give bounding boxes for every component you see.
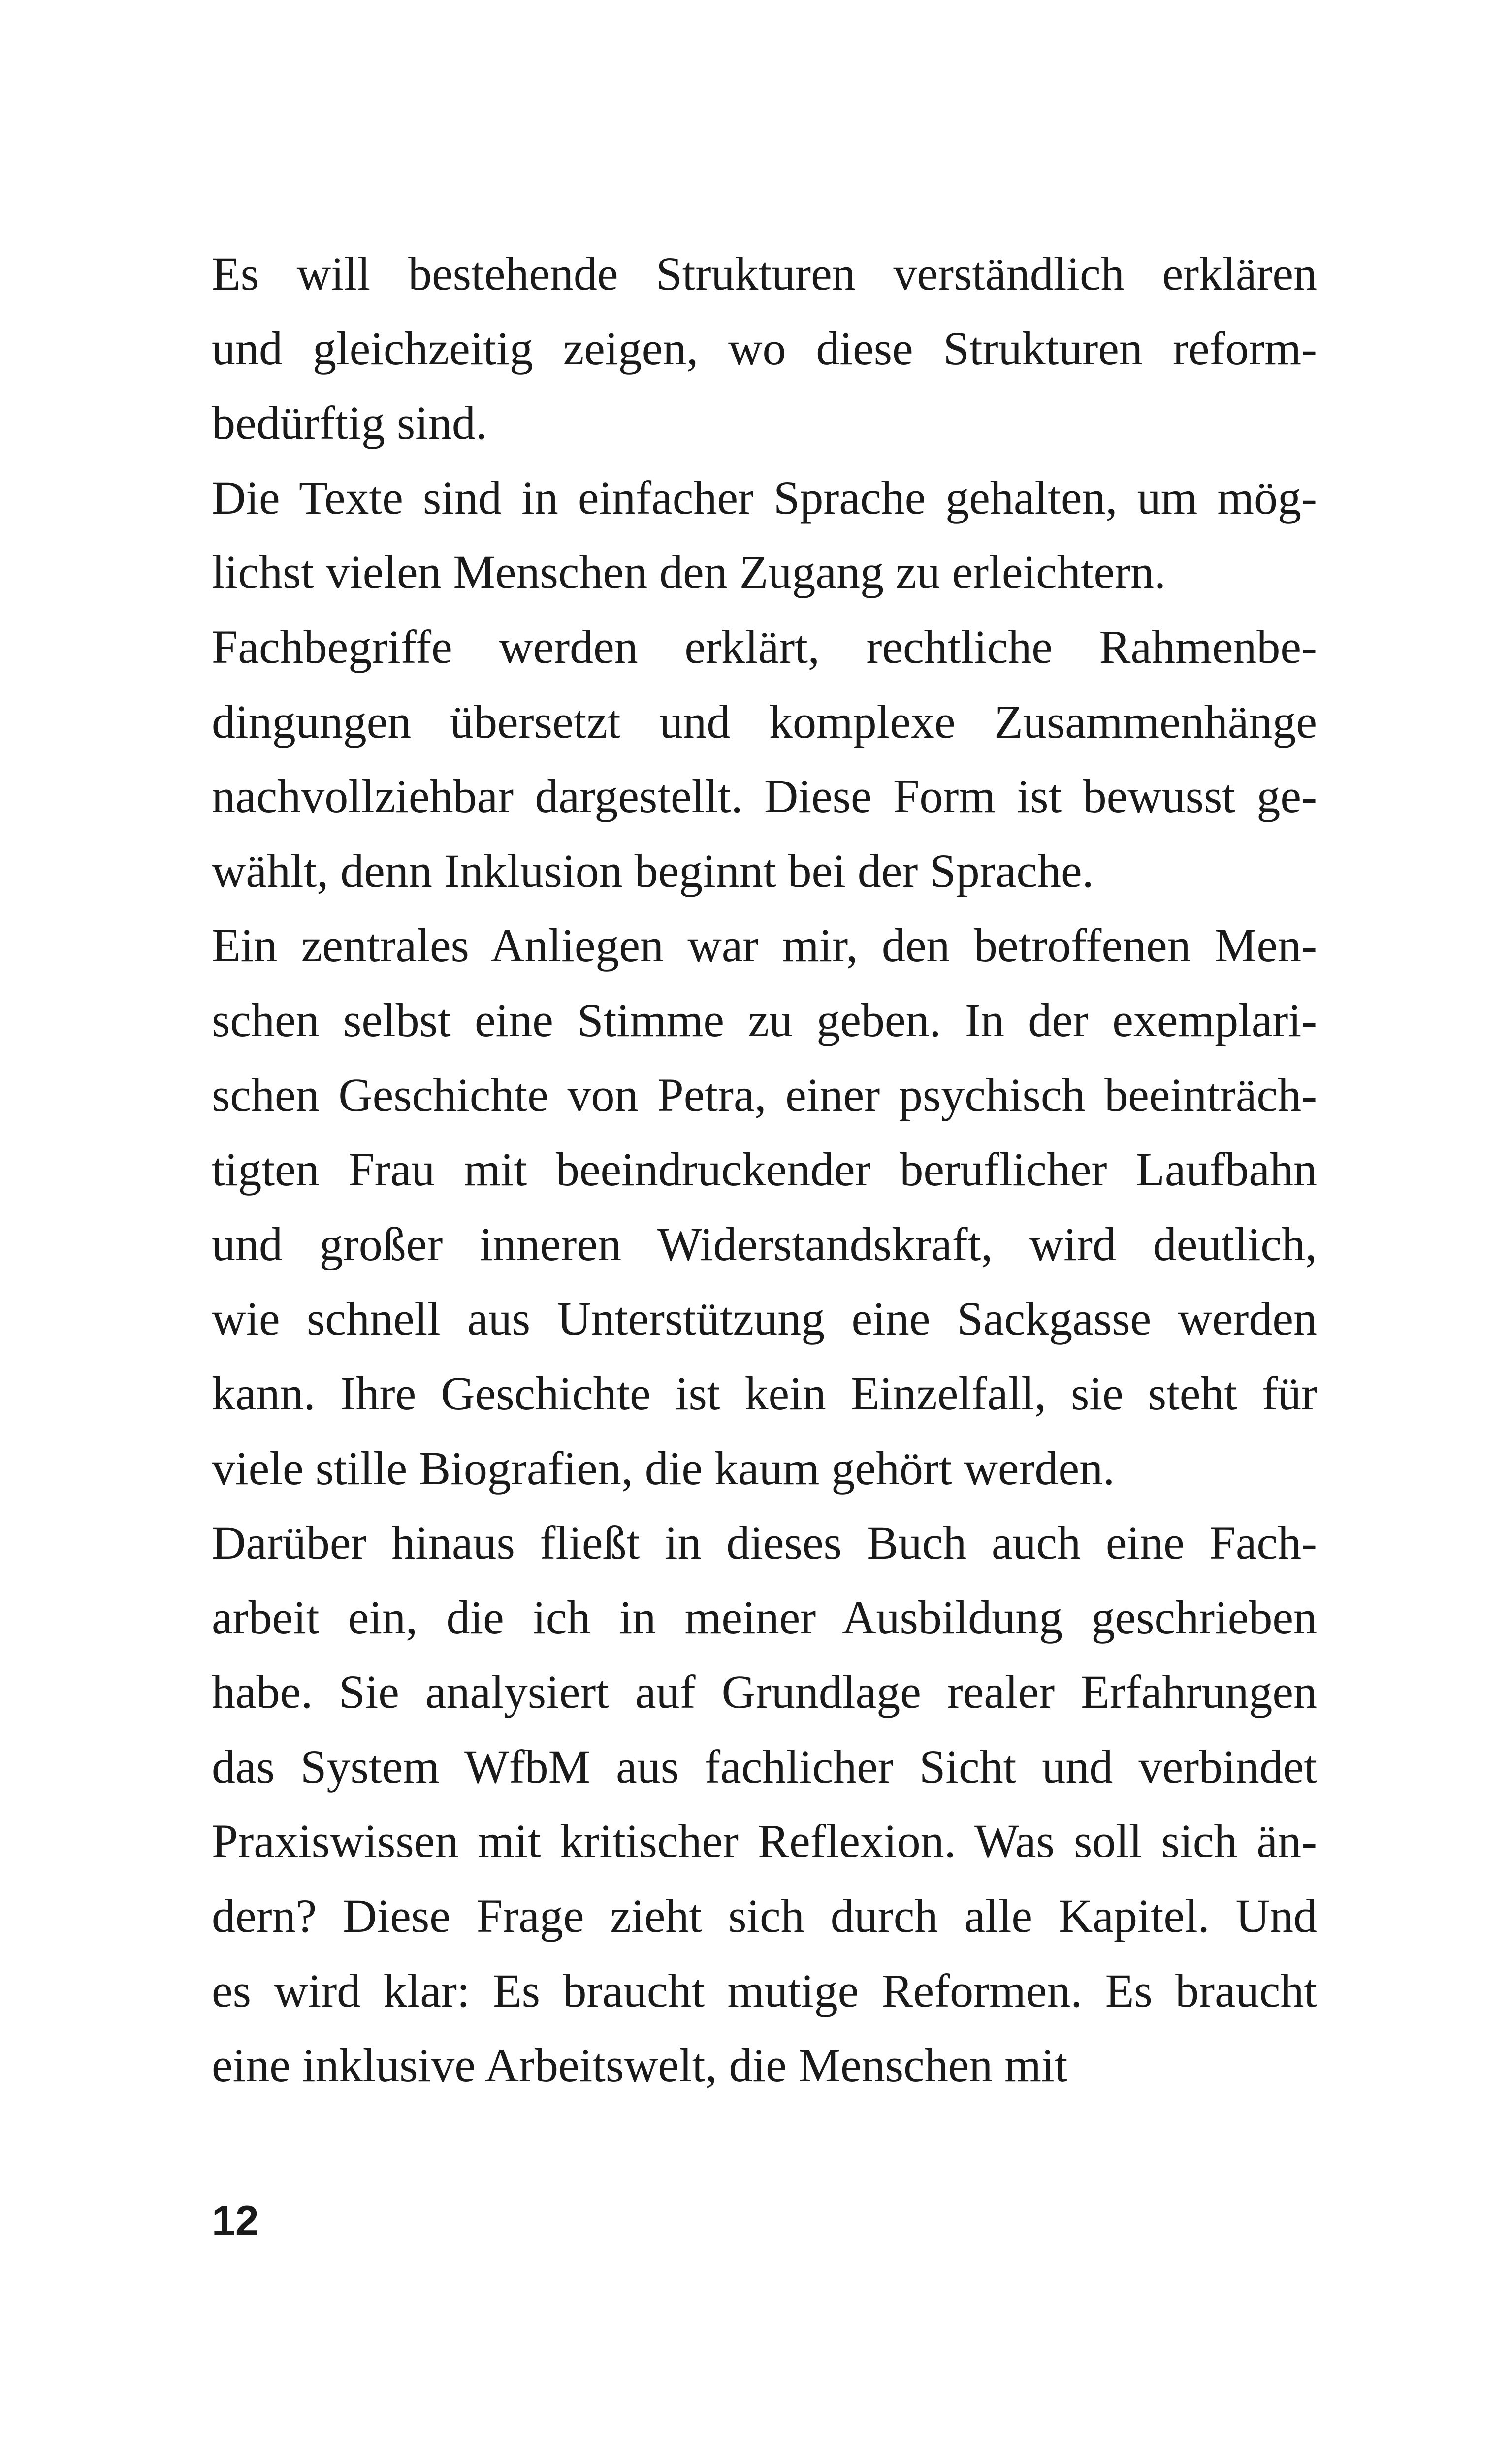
text-line: tigten Frau mit beeindruckender beruflicher Laufbahn [212, 1143, 1317, 1196]
text-line: nachvollziehbar dargestellt. Diese Form ist bewusst ge- [212, 770, 1317, 823]
text-line: Ein zentrales Anliegen war mir, den betroffenen Men- [212, 919, 1317, 972]
text-line: habe. Sie analysiert auf Grundlage realer Erfahrungen [212, 1665, 1317, 1719]
text-line: dern? Diese Frage zieht sich durch alle Kapitel. Und [212, 1889, 1317, 1943]
text-line: und gleichzeitig zeigen, wo diese Strukturen reform- [212, 322, 1317, 375]
text-line: Darüber hinaus fließt in dieses Buch auch eine Fach- [212, 1516, 1317, 1569]
text-line: arbeit ein, die ich in meiner Ausbildung geschrieben [212, 1591, 1317, 1644]
text-line: kann. Ihre Geschichte ist kein Einzelfall, sie steht für [212, 1367, 1317, 1420]
text-line: Es will bestehende Strukturen verständlich erklären [212, 247, 1317, 300]
text-line: bedürftig sind. [212, 396, 487, 450]
text-line: viele stille Biografien, die kaum gehört werden. [212, 1441, 1115, 1495]
page-number: 12 [212, 2197, 259, 2245]
text-line: dingungen übersetzt und komplexe Zusammenhänge [212, 695, 1317, 748]
text-line: schen selbst eine Stimme zu geben. In der exemplari- [212, 993, 1317, 1046]
text-line: Fachbegriffe werden erklärt, rechtliche Rahmenbe- [212, 620, 1317, 673]
text-line: und großer inneren Widerstandskraft, wird deutlich, [212, 1217, 1317, 1270]
text-line: es wird klar: Es braucht mutige Reformen. Es braucht [212, 1964, 1317, 2017]
body-text [212, 236, 1317, 2103]
text-line: das System WfbM aus fachlicher Sicht und verbindet [212, 1740, 1317, 1793]
text-line: Die Texte sind in einfacher Sprache gehalten, um mög- [212, 471, 1317, 524]
text-line: Praxiswissen mit kritischer Reflexion. Was soll sich än- [212, 1815, 1317, 1868]
text-line: wie schnell aus Unterstützung eine Sackgasse werden [212, 1292, 1317, 1345]
text-line: schen Geschichte von Petra, einer psychisch beeinträch- [212, 1068, 1317, 1121]
text-line: eine inklusive Arbeitswelt, die Menschen mit [212, 2039, 1068, 2092]
text-line: lichst vielen Menschen den Zugang zu erleichtern. [212, 546, 1166, 599]
text-line: wählt, denn Inklusion beginnt bei der Sprache. [212, 844, 1094, 897]
